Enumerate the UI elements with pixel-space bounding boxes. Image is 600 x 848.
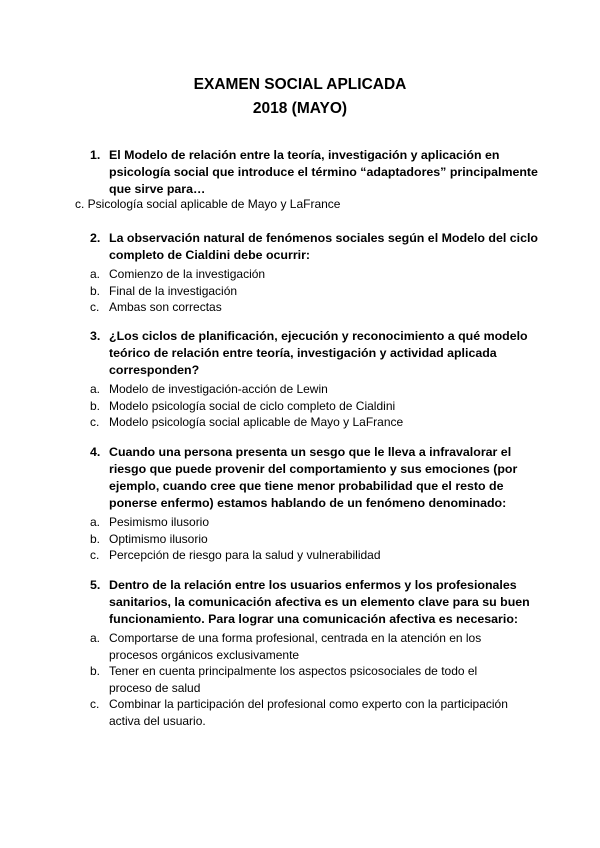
question-text: Dentro de la relación entre los usuarios enfermos y los profesionales sanitarios, la comunicación afectiva es un elemento clave para su buen funcionamiento. Para lograr una comunicación afectiva es necesario: [109, 578, 530, 626]
question-text: ¿Los ciclos de planificación, ejecución y reconocimiento a qué modelo teórico de relación entre teoría, investigación y actividad aplicada corresponden? [109, 329, 528, 377]
option-a: a. Pesimismo ilusorio [90, 515, 210, 529]
options-list [0, 381, 600, 431]
question-number: 5. [90, 578, 101, 592]
question-5 [0, 577, 600, 729]
title-line-1: EXAMEN SOCIAL APLICADA [193, 76, 407, 93]
option-b: b. Tener en cuenta principalmente los aspectos psicosociales de todo el proceso de salud [90, 664, 478, 695]
option-a: a. Comienzo de la investigación [90, 267, 266, 281]
option-c: c. Combinar la participación del profesional como experto con la participación activa del usuario. [90, 697, 508, 728]
question-4 [0, 444, 600, 564]
question-3 [0, 328, 600, 431]
question-1-answer: c. Psicología social aplicable de Mayo y LaFrance [75, 197, 341, 211]
question-number: 1. [90, 148, 101, 162]
question-number: 2. [90, 231, 101, 245]
option-b: b. Modelo psicología social de ciclo completo de Cialdini [90, 398, 396, 413]
question-1 [0, 147, 600, 198]
question-text: La observación natural de fenómenos sociales según el Modelo del ciclo completo de Cialdini debe ocurrir: [109, 231, 538, 262]
option-b: b. Optimismo ilusorio [90, 531, 208, 546]
question-number: 4. [90, 445, 101, 459]
option-c: c. Ambas son correctas [90, 300, 222, 314]
question-text: El Modelo de relación entre la teoría, investigación y aplicación en psicología social que introduce el término “adaptadores” principalmente que sirve para… [109, 148, 538, 196]
option-b: b. Final de la investigación [90, 283, 238, 298]
question-text: Cuando una persona presenta un sesgo que le lleva a infravalorar el riesgo que puede provenir del comportamiento y sus emociones (por ejemplo, cuando cree que tiene menor probabilidad que el resto de ponerse enfermo) estamos hablando de un fenómeno denominado: [109, 445, 518, 510]
option-c: c. Modelo psicología social aplicable de Mayo y LaFrance [90, 415, 404, 429]
option-a: a. Modelo de investigación-acción de Lewin [90, 382, 328, 396]
exam-title [0, 73, 600, 121]
options-list [0, 630, 600, 729]
options-list [0, 266, 600, 316]
question-number: 3. [90, 329, 101, 343]
option-a: a. Comportarse de una forma profesional, centrada en la atención en los procesos orgánicos exclusivamente [90, 631, 482, 662]
options-list [0, 514, 600, 564]
title-line-2: 2018 (MAYO) [252, 100, 348, 117]
option-c: c. Percepción de riesgo para la salud y vulnerabilidad [90, 548, 381, 562]
question-2 [0, 230, 600, 316]
